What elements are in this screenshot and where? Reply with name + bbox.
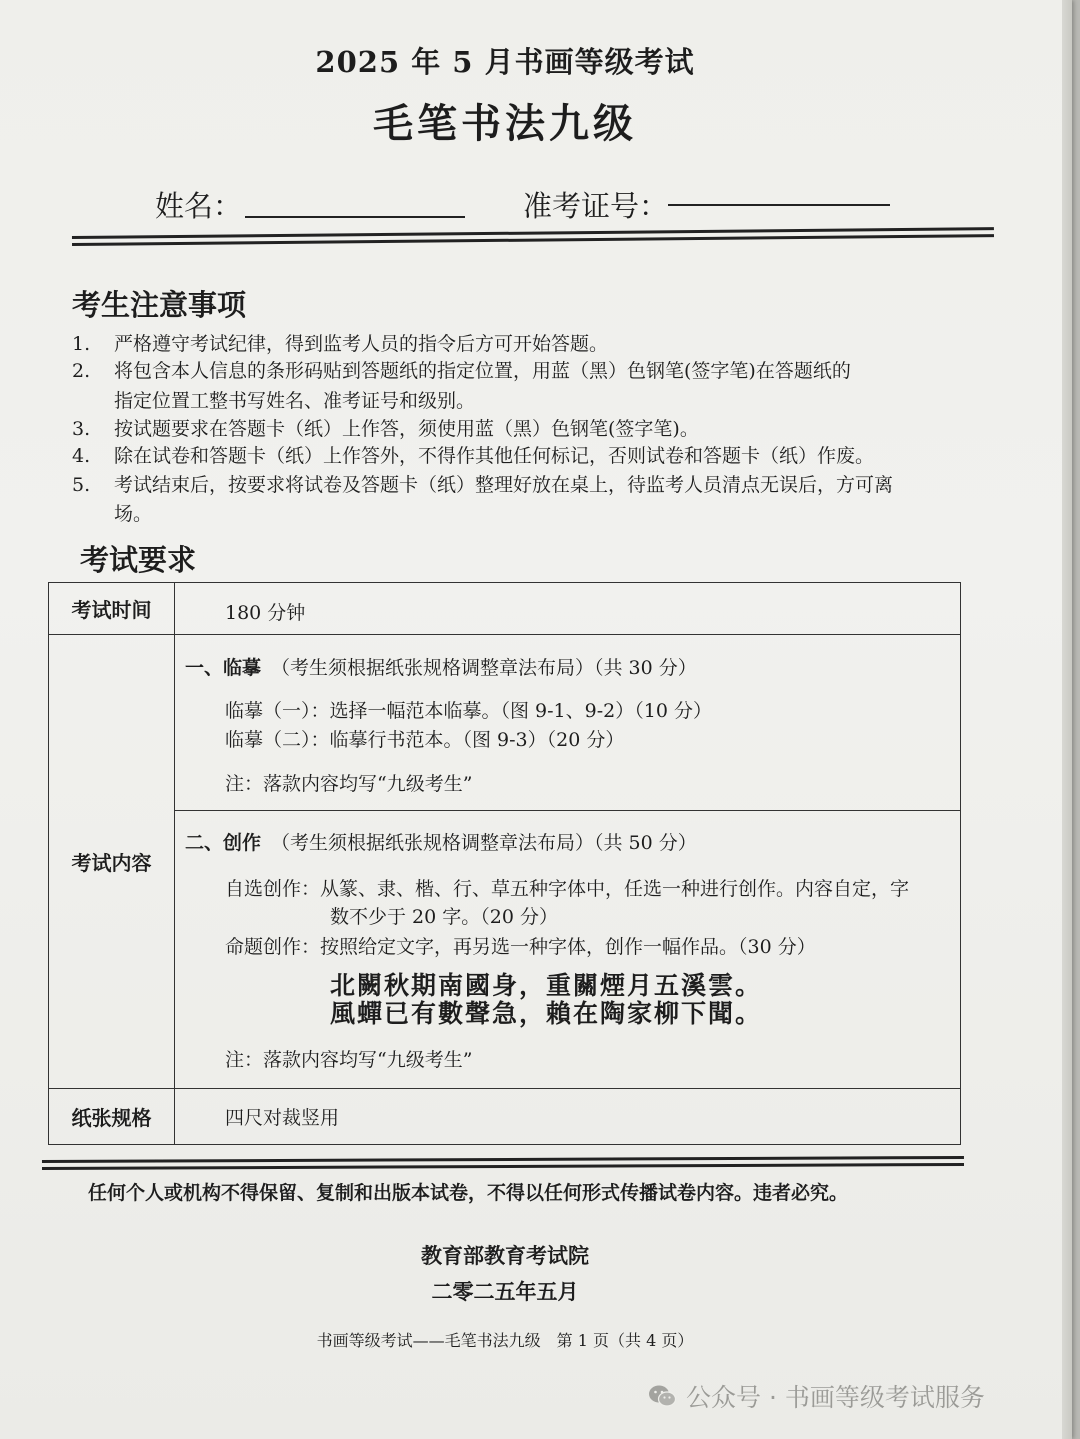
- copy-title: 一、临摹: [185, 657, 262, 679]
- notice-list: 1. 严格遵守考试纪律，得到监考人员的指令后方可开始答题。 2. 将包含本人信息的条形码贴到答题纸的指定位置，用蓝（黑）色钢笔(签字笔)在答题纸的 指定位置工整书写姓名、准考证号和级别。 3. 按试题要求在答题卡（纸）上作答，须使用蓝（黑）色钢笔(签字笔)。 4. 除在试卷和答题卡（纸）上作答外，不得作其他任何标记，否则试卷和答题卡（纸）作废。 5. 考试结束后，按要求将试卷及答题卡（纸）整理好放在桌上，待监考人员清点无误后，方可离 场。: [72, 333, 894, 525]
- poem-line-1: 北闕秋期南國身，重關煙月五溪雲。: [330, 971, 763, 1000]
- exam-subtitle: 毛笔书法九级: [373, 100, 637, 147]
- footer-double-rule: [42, 1156, 964, 1170]
- paper-size-cell: [175, 1089, 961, 1145]
- watermark: [648, 1378, 985, 1414]
- create-note: （考生须根据纸张规格调整章法布局）（共 50 分）: [271, 832, 697, 854]
- table-row: [49, 1089, 961, 1145]
- poem-line-2: 風蟬已有數聲急，賴在陶家柳下聞。: [330, 999, 763, 1028]
- content-label: 考试内容: [49, 635, 175, 1089]
- wechat-icon: [648, 1384, 676, 1414]
- name-blank: [245, 216, 465, 218]
- issuer: 教育部教育考试院: [421, 1243, 589, 1268]
- create-section: [175, 811, 961, 1089]
- notice-heading: 考生注意事项: [72, 288, 247, 322]
- create-remark: 注：落款内容均写“九级考生”: [225, 1049, 473, 1071]
- time-cell: [175, 583, 961, 635]
- create-title: 二、创作: [185, 832, 262, 854]
- copy-remark: 注：落款内容均写“九级考生”: [225, 773, 473, 795]
- time-value: 180 分钟: [225, 602, 306, 624]
- issue-date: 二零二五年五月: [431, 1279, 579, 1304]
- paper-stack-edge: [1062, 0, 1072, 1439]
- copy-line-2: 临摹（二）：临摹行书范本。（图 9-3）（20 分）: [225, 729, 625, 751]
- name-label: 姓名：: [155, 189, 243, 223]
- exam-title: 2025 年 5 月书画等级考试: [315, 45, 695, 79]
- paper-size-label: 纸张规格: [49, 1089, 175, 1145]
- watermark-text: 公众号 · 书画等级考试服务: [686, 1383, 985, 1412]
- free-creation-line-1: 自选创作：从篆、隶、楷、行、草五种字体中，任选一种进行创作。内容自定，字: [225, 878, 910, 900]
- free-creation-line-2: 数不少于 20 字。（20 分）: [330, 906, 558, 928]
- table-row: [49, 583, 961, 635]
- table-row: [49, 811, 961, 1089]
- paper-size-value: 四尺对裁竖用: [225, 1107, 340, 1129]
- requirements-table: [48, 582, 961, 1145]
- page-number: 书画等级考试——毛笔书法九级 第 1 页（共 4 页）: [316, 1331, 694, 1350]
- header-double-rule: [72, 227, 994, 246]
- requirements-heading: 考试要求: [80, 543, 197, 577]
- ticket-number-blank: [668, 204, 890, 206]
- table-row: [49, 635, 961, 811]
- time-label: 考试时间: [49, 583, 175, 635]
- copy-note: （考生须根据纸张规格调整章法布局）（共 30 分）: [271, 657, 697, 679]
- copy-section: [175, 635, 961, 811]
- copy-line-1: 临摹（一）：选择一幅范本临摹。（图 9-1、9-2）（10 分）: [225, 700, 712, 722]
- proposition-creation: 命题创作：按照给定文字，再另选一种字体，创作一幅作品。（30 分）: [225, 936, 816, 958]
- copyright-notice: 任何个人或机构不得保留、复制和出版本试卷，不得以任何形式传播试卷内容。违者必究。: [88, 1182, 849, 1204]
- ticket-number-label: 准考证号：: [523, 189, 669, 223]
